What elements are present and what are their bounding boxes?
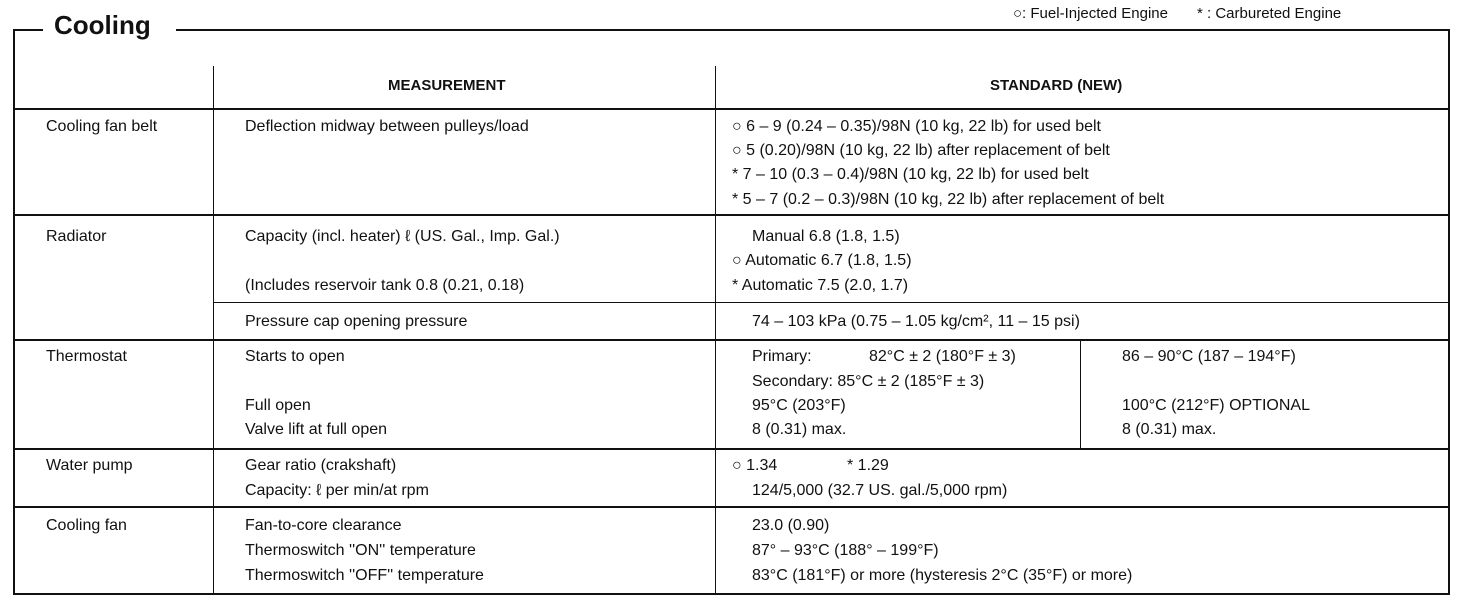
frame-top-left [13,29,43,31]
page-title: Cooling [54,10,151,40]
belt-standard-line: * 5 – 7 (0.2 – 0.3)/98N (10 kg, 22 lb) after replacement of belt [732,191,1165,208]
thermostat-valve-lift: 8 (0.31) max. [752,421,847,438]
pump-ratio-carbureted: * 1.29 [847,457,889,474]
radiator-standard-line: * Automatic 7.5 (2.0, 1.7) [732,277,909,294]
frame-left [13,29,15,595]
fan-standard-line: 87° – 93°C (188° – 199°F) [752,542,939,559]
thermostat-measurement: Starts to open [245,348,345,365]
frame-top-right [176,29,1450,31]
header-measurement: MEASUREMENT [388,77,506,94]
thermostat-measurement: Full open [245,397,311,414]
item-cooling-fan-belt: Cooling fan belt [46,118,158,135]
item-cooling-fan: Cooling fan [46,517,127,534]
item-water-pump: Water pump [46,457,133,474]
fan-measurement: Thermoswitch ''ON'' temperature [245,542,476,559]
belt-standard-line: ○ 5 (0.20)/98N (10 kg, 22 lb) after replacement of belt [732,142,1110,159]
column-divider-1 [213,66,214,594]
thermostat-primary-label: Primary: [752,348,812,365]
radiator-cap-standard: 74 – 103 kPa (0.75 – 1.05 kg/cm², 11 – 15 psi) [752,313,1080,330]
legend-fuel-injected: ○: Fuel-Injected Engine [1013,5,1168,22]
radiator-capacity-measurement: Capacity (incl. heater) ℓ (US. Gal., Imp. Gal.) [245,228,560,245]
thermostat-optional-lift: 8 (0.31) max. [1122,421,1217,438]
row-divider-belt [13,214,1450,216]
thermostat-measurement: Valve lift at full open [245,421,388,438]
belt-measurement: Deflection midway between pulleys/load [245,118,529,135]
radiator-reservoir-note: (Includes reservoir tank 0.8 (0.21, 0.18) [245,277,525,294]
fan-measurement: Thermoswitch ''OFF'' temperature [245,567,484,584]
fan-standard-line: 83°C (181°F) or more (hysteresis 2°C (35°F) or more) [752,567,1133,584]
radiator-cap-measurement: Pressure cap opening pressure [245,313,468,330]
pump-ratio-fuel-injected: ○ 1.34 [732,457,778,474]
header-row-divider [13,108,1450,110]
item-thermostat: Thermostat [46,348,127,365]
thermostat-subdivider [1080,341,1081,449]
fan-measurement: Fan-to-core clearance [245,517,402,534]
radiator-standard-line: Manual 6.8 (1.8, 1.5) [752,228,900,245]
frame-bottom [13,593,1450,595]
belt-standard-line: ○ 6 – 9 (0.24 – 0.35)/98N (10 kg, 22 lb) for used belt [732,118,1101,135]
belt-standard-line: * 7 – 10 (0.3 – 0.4)/98N (10 kg, 22 lb) for used belt [732,166,1089,183]
frame-right [1448,29,1450,595]
header-standard: STANDARD (NEW) [990,77,1123,94]
row-divider-pump [13,506,1450,508]
pump-capacity: 124/5,000 (32.7 US. gal./5,000 rpm) [752,482,1008,499]
thermostat-full-open: 95°C (203°F) [752,397,846,414]
thermostat-primary-value: 82°C ± 2 (180°F ± 3) [869,348,1016,365]
column-divider-2 [715,66,716,594]
thermostat-optional-full: 100°C (212°F) OPTIONAL [1122,397,1310,414]
radiator-standard-line: ○ Automatic 6.7 (1.8, 1.5) [732,252,912,269]
pump-measurement: Capacity: ℓ per min/at rpm [245,482,429,499]
row-divider-radiator [13,339,1450,341]
row-divider-radiator-cap [214,302,1450,303]
thermostat-optional-start: 86 – 90°C (187 – 194°F) [1122,348,1296,365]
item-radiator: Radiator [46,228,107,245]
row-divider-thermostat [13,448,1450,450]
fan-standard-line: 23.0 (0.90) [752,517,830,534]
legend-carbureted: * : Carbureted Engine [1197,5,1342,22]
thermostat-secondary: Secondary: 85°C ± 2 (185°F ± 3) [752,373,985,390]
pump-measurement: Gear ratio (crakshaft) [245,457,397,474]
